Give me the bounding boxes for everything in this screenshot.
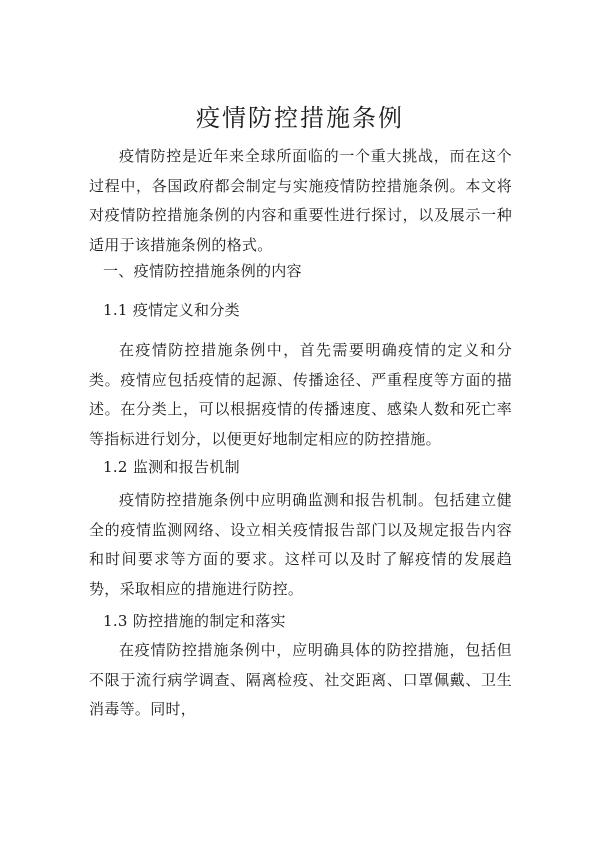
- intro-paragraph: 疫情防控是近年来全球所面临的一个重大挑战，而在这个过程中，各国政府都会制定与实施疫情防控措施条例。本文将对疫情防控措施条例的内容和重要性进行探讨，以及展示一种适用于该措施条例的格式。: [89, 147, 512, 254]
- subsection-paragraph: 在疫情防控措施条例中，首先需要明确疫情的定义和分类。疫情应包括疫情的起源、传播途径、严重程度等方面的描述。在分类上，可以根据疫情的传播速度、感染人数和死亡率等指标进行划分，以便更好地制定相应的防控措施。: [89, 341, 512, 448]
- subsection-heading: 1.2 监测和报告机制: [103, 458, 240, 476]
- subsection-paragraph: 疫情防控措施条例中应明确监测和报告机制。包括建立健全的疫情监测网络、设立相关疫情报告部门以及规定报告内容和时间要求等方面的要求。这样可以及时了解疫情的发展趋势，采取相应的措施进行防控。: [89, 491, 512, 598]
- section-heading: 一、疫情防控措施条例的内容: [103, 262, 302, 280]
- subsection-heading: 1.3 防控措施的制定和落实: [103, 612, 286, 630]
- document-title: 疫情防控措施条例: [196, 104, 404, 132]
- subsection-paragraph: 在疫情防控措施条例中，应明确具体的防控措施，包括但不限于流行病学调查、隔离检疫、社交距离、口罩佩戴、卫生消毒等。同时，: [89, 641, 512, 718]
- subsection-heading: 1.1 疫情定义和分类: [103, 301, 240, 319]
